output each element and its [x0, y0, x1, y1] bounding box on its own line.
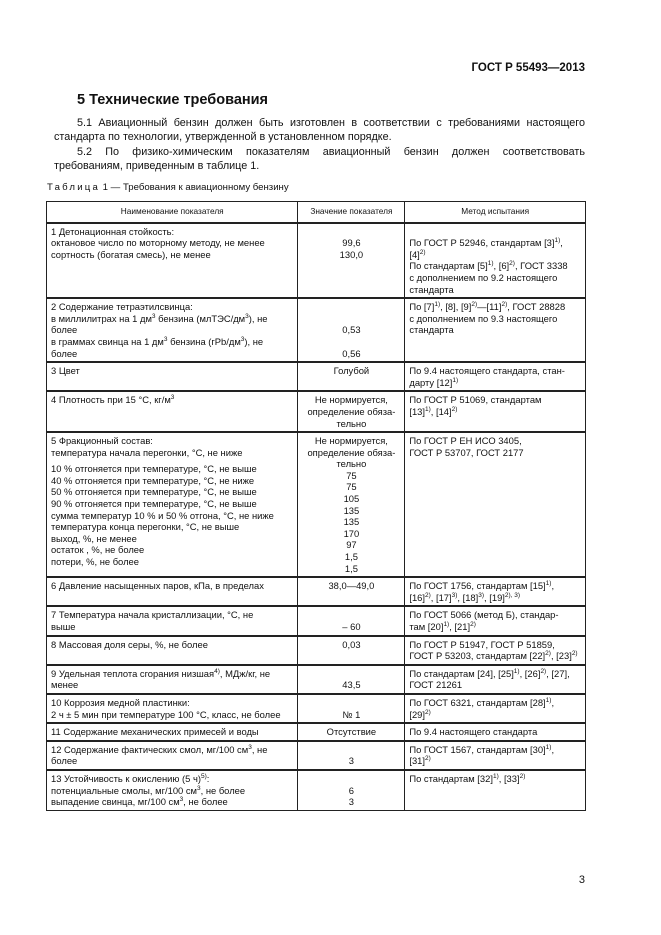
table-row — [47, 362, 586, 391]
col-header-name: Наименование показателя — [47, 202, 298, 223]
row-value: 3 — [298, 741, 405, 770]
col-header-value: Значение показателя — [298, 202, 405, 223]
paragraph-5-2-text: 5.2 По физико-химическим показателям авиационный бензин должен соответствовать требованиям, приведенным в таблице 1. — [54, 146, 585, 172]
paragraph-5-1-text: 5.1 Авиационный бензин должен быть изготовлен в соответствии с требованиями настоящего стандарта по технологии, утвержденной в установленном порядке. — [54, 117, 585, 143]
row-value: 0,53 0,56 — [298, 298, 405, 362]
row-name: 11 Содержание механических примесей и воды — [47, 723, 298, 741]
document-code: ГОСТ Р 55493—2013 — [471, 62, 585, 74]
row-value: 99,6 130,0 — [298, 223, 405, 299]
table-row — [47, 577, 586, 606]
row-method: По ГОСТ 5066 (метод Б), стандар- там $[20]^{1)}$, $[21]^{2)}$ — [405, 606, 586, 635]
row-value: 43,5 — [298, 665, 405, 694]
table-row — [47, 723, 586, 741]
row-method: По 9.4 настоящего стандарта, стан- дарту $[12]^{1)}$ — [405, 362, 586, 391]
row-name: 5 Фракционный состав: температура начала перегонки, °С, не ниже 10 % отгоняется при температуре, °С, не выше 40 % отгоняется при температуре, °С, не ниже 50 % отгоняется при температуре, °С, не выше 90 % отгоняется при температуре, °С, не выше сумма температур 10 % и 50 % отгона, °С, не ниже температура конца перегонки, °С, не выше выход, %, не менее остаток , %, не более потери, %, не более — [47, 432, 298, 577]
row-name: 7 Температура начала кристаллизации, °С, не выше — [47, 606, 298, 635]
row-value: Не нормируется, определение обяза- тельно — [298, 391, 405, 432]
row-value: – 60 — [298, 606, 405, 635]
row-name: 9 Удельная теплота сгорания низшая$^{4)}$, МДж/кг, не менее — [47, 665, 298, 694]
requirements-table — [46, 201, 586, 811]
paragraph-5-1 — [54, 116, 585, 144]
row-method: По ГОСТ Р 51947, ГОСТ Р 51859, ГОСТ Р 53203, стандартам $[22]^{2)}$, $[23]^{2)}$ — [405, 636, 586, 665]
table-caption — [47, 182, 289, 193]
table-caption-text: 1 — Требования к авиационному бензину — [100, 182, 289, 193]
row-value: Отсутствие — [298, 723, 405, 741]
row-value: Голубой — [298, 362, 405, 391]
table-row — [47, 694, 586, 723]
row-method: По 9.4 настоящего стандарта — [405, 723, 586, 741]
row-method: По ГОСТ 6321, стандартам $[28]^{1)}$, $[29]^{2)}$ — [405, 694, 586, 723]
row-method: По стандартам [24], $[25]^{1)}$, $[26]^{2)}$, [27], ГОСТ 21261 — [405, 665, 586, 694]
row-value: Не нормируется, определение обяза- тельно 75 75 105 135 135 170 97 1,5 1,5 — [298, 432, 405, 577]
row-name: 13 Устойчивость к окислению (5 ч)$^{5)}$: потенциальные смолы, мг/100 $см^3$, не более выпадение свинца, мг/100 $см^3$, не более — [47, 770, 298, 810]
table-row — [47, 606, 586, 635]
table-caption-word: Таблица — [47, 182, 101, 193]
row-method: По ГОСТ Р ЕН ИСО 3405, ГОСТ Р 53707, ГОСТ 2177 — [405, 432, 586, 577]
table-row — [47, 298, 586, 362]
table-row — [47, 432, 586, 577]
row-method: По ГОСТ 1567, стандартам $[30]^{1)}$, $[31]^{2)}$ — [405, 741, 586, 770]
table-row — [47, 665, 586, 694]
row-method: По ГОСТ Р 52946, стандартам $[3]^{1)}$, $[4]^{2)}$ По стандартам $[5]^{1)}$, $[6]^{2)}$, ГОСТ 3338 с дополнением по 9.2 настоящего стандарта — [405, 223, 586, 299]
col-header-method: Метод испытания — [405, 202, 586, 223]
table-header-row — [47, 202, 586, 223]
table-row — [47, 741, 586, 770]
table-row — [47, 636, 586, 665]
row-value: № 1 — [298, 694, 405, 723]
table-row — [47, 223, 586, 299]
row-method: По ГОСТ 1756, стандартам $[15]^{1)}$, $[16]^{2)}$, $[17]^{3)}$, $[18]^{3)}$, $[19]^{2), 3)}$ — [405, 577, 586, 606]
paragraph-5-2 — [54, 145, 585, 173]
row-value: 6 3 — [298, 770, 405, 810]
row-name: 8 Массовая доля серы, %, не более — [47, 636, 298, 665]
row-name: 4 Плотность при 15 °С, $кг/м^3$ — [47, 391, 298, 432]
row-value: 38,0—49,0 — [298, 577, 405, 606]
section-title: 5 Технические требования — [77, 92, 269, 108]
table-row — [47, 770, 586, 810]
row-name: 1 Детонационная стойкость: октановое число по моторному методу, не менее сортность (богатая смесь), не менее — [47, 223, 298, 299]
row-method: По ГОСТ Р 51069, стандартам $[13]^{1)}$, $[14]^{2)}$ — [405, 391, 586, 432]
page-number: 3 — [578, 874, 585, 886]
row-name: 6 Давление насыщенных паров, кПа, в пределах — [47, 577, 298, 606]
row-name: 2 Содержание тетраэтилсвинца: в миллилитрах на 1 $дм^3$ бензина $(млТЭС/дм^3)$, не более в граммах свинца на 1 $дм^3$ бензина $(гPb/дм^3)$, не более — [47, 298, 298, 362]
row-name: 3 Цвет — [47, 362, 298, 391]
row-value: 0,03 — [298, 636, 405, 665]
row-method: По $[7]^{1)}$, [8], $[9]^{2)}—[11]^{2)}$, ГОСТ 28828 с дополнением по 9.3 настоящего стандарта — [405, 298, 586, 362]
row-name: 10 Коррозия медной пластинки: 2 ч ± 5 мин при температуре 100 °С, класс, не более — [47, 694, 298, 723]
row-method: По стандартам $[32]^{1)}$, $[33]^{2)}$ — [405, 770, 586, 810]
table-row — [47, 391, 586, 432]
row-name: 12 Содержание фактических смол, мг/100 $см^3$, не более — [47, 741, 298, 770]
